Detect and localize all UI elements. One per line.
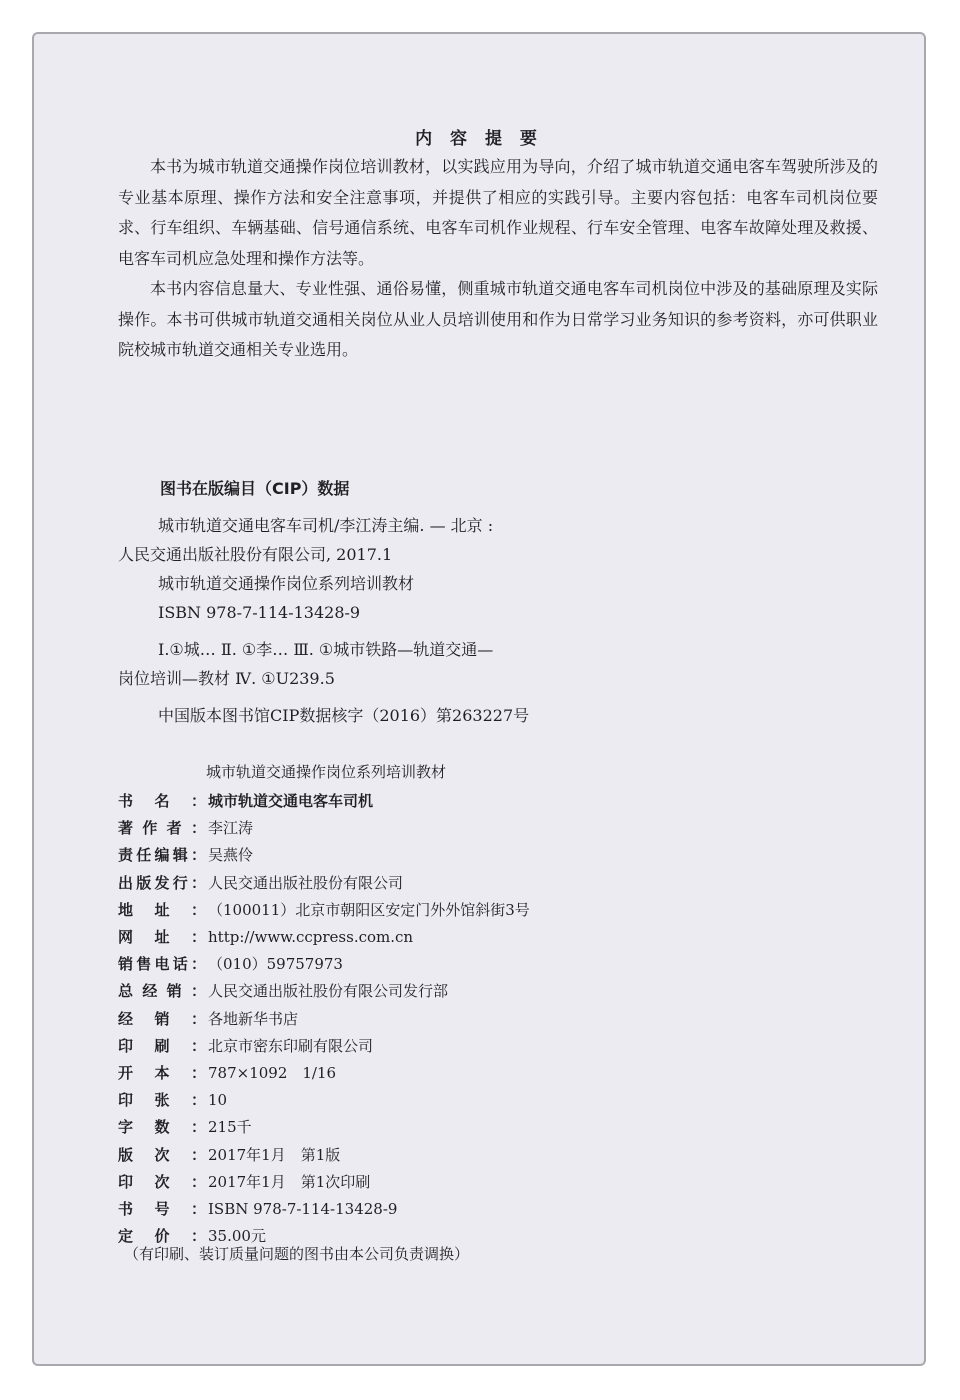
colophon-label: 总经销： (118, 982, 206, 1001)
colophon-row (118, 1060, 530, 1087)
colophon-row (118, 1033, 530, 1060)
colophon-label: 印刷： (118, 1036, 206, 1055)
colophon-value: http://www.ccpress.com.cn (208, 928, 414, 947)
colophon-value: 2017年1月 第1次印刷 (208, 1172, 371, 1191)
cip-line: 岗位培训—教材 Ⅳ. ①U239.5 (118, 669, 335, 688)
colophon-row (118, 815, 530, 842)
colophon-row (118, 1087, 530, 1114)
colophon-label: 经销： (118, 1009, 206, 1028)
colophon-row (118, 870, 530, 897)
colophon-label: 开本： (118, 1064, 206, 1083)
colophon-value: 35.00元 (208, 1227, 266, 1246)
colophon-label: 销售电话： (118, 955, 206, 974)
colophon-row (118, 1006, 530, 1033)
colophon-value: （010）59757973 (208, 955, 343, 974)
colophon-value: 各地新华书店 (208, 1009, 299, 1028)
colophon-row (118, 897, 530, 924)
colophon-label: 字数： (118, 1118, 206, 1137)
colophon-row (118, 1142, 530, 1169)
cip-line: ISBN 978-7-114-13428-9 (158, 603, 361, 622)
colophon-row (118, 951, 530, 978)
summary-paragraph: 本书为城市轨道交通操作岗位培训教材，以实践应用为导向，介绍了城市轨道交通电客车驾驶所涉及的专业基本原理、操作方法和安全注意事项，并提供了相应的实践引导。主要内容包括：电客车司机岗位要求、行车组织、车辆基础、信号通信系统、电客车司机作业规程、行车安全管理、电客车故障处理及救援、电客车司机应急处理和操作方法等。 (118, 157, 878, 268)
colophon-row (118, 1169, 530, 1196)
colophon-label: 网址： (118, 928, 206, 947)
colophon-value: 北京市密东印刷有限公司 (208, 1036, 374, 1055)
cip-line: 城市轨道交通电客车司机/李江涛主编. — 北京 : (158, 516, 494, 535)
colophon-label: 著作者： (118, 819, 206, 838)
cip-line: 人民交通出版社股份有限公司, 2017.1 (118, 545, 393, 564)
cip-block (118, 511, 838, 730)
colophon-row (118, 978, 530, 1005)
colophon-row (118, 924, 530, 951)
colophon-label: 印次： (118, 1172, 206, 1191)
colophon-row (118, 842, 530, 869)
colophon-row (118, 1114, 530, 1141)
colophon-value: 215千 (208, 1118, 252, 1137)
cip-line: 城市轨道交通操作岗位系列培训教材 (158, 574, 415, 593)
summary-paragraph: 本书内容信息量大、专业性强、通俗易懂，侧重城市轨道交通电客车司机岗位中涉及的基础原理及实际操作。本书可供城市轨道交通相关岗位从业人员培训使用和作为日常学习业务知识的参考资料，亦可供职业院校城市轨道交通相关专业选用。 (118, 279, 878, 359)
colophon-value: 人民交通出版社股份有限公司发行部 (208, 982, 449, 1001)
colophon-row (118, 788, 530, 815)
cip-line: 中国版本图书馆CIP数据核字（2016）第263227号 (158, 706, 530, 725)
colophon (118, 788, 530, 1250)
colophon-label: 责任编辑： (118, 846, 206, 865)
summary-body (118, 152, 878, 366)
colophon-label: 定价： (118, 1227, 206, 1246)
cip-title: 图书在版编目（CIP）数据 (160, 479, 350, 498)
colophon-value: 城市轨道交通电客车司机 (208, 792, 374, 810)
colophon-value: 吴燕伶 (208, 846, 254, 865)
colophon-label: 书号： (118, 1200, 206, 1219)
colophon-value: ISBN 978-7-114-13428-9 (208, 1200, 398, 1219)
series-name: 城市轨道交通操作岗位系列培训教材 (206, 763, 447, 781)
cip-line: Ⅰ.①城… Ⅱ. ①李… Ⅲ. ①城市铁路—轨道交通— (158, 640, 494, 659)
colophon-label: 地址： (118, 900, 206, 919)
colophon-label: 出版发行： (118, 873, 206, 892)
colophon-label: 版次： (118, 1145, 206, 1164)
summary-heading: 内 容 提 要 (415, 129, 543, 149)
quality-note: （有印刷、装订质量问题的图书由本公司负责调换） (124, 1245, 470, 1263)
colophon-value: 李江涛 (208, 819, 254, 838)
copyright-page (32, 32, 926, 1366)
colophon-value: 787×1092 1/16 (208, 1064, 337, 1083)
colophon-label: 印张： (118, 1091, 206, 1110)
colophon-value: 2017年1月 第1版 (208, 1145, 341, 1164)
colophon-row (118, 1196, 530, 1223)
colophon-value: 10 (208, 1091, 228, 1110)
colophon-value: （100011）北京市朝阳区安定门外外馆斜街3号 (208, 900, 530, 919)
colophon-value: 人民交通出版社股份有限公司 (208, 873, 404, 892)
colophon-label: 书名： (118, 792, 206, 810)
